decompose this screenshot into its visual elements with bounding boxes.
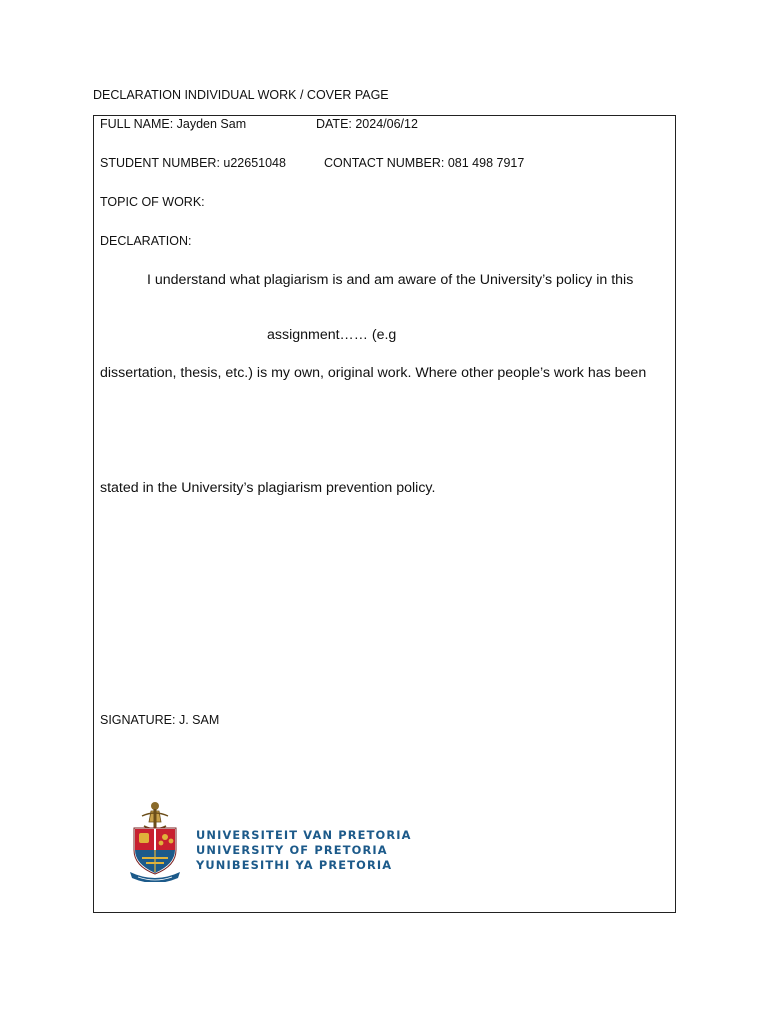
declaration-line-2: assignment…… (e.g (267, 327, 397, 343)
full-name-field: FULL NAME: Jayden Sam (100, 117, 247, 131)
contact-number-field: CONTACT NUMBER: 081 498 7917 (324, 156, 525, 170)
university-name-sepedi: YUNIBESITHI YA PRETORIA (196, 858, 393, 872)
declaration-line-4: stated in the University’s plagiarism prevention policy. (100, 480, 436, 496)
student-number-field: STUDENT NUMBER: u22651048 (100, 156, 286, 170)
declaration-label: DECLARATION: (100, 234, 192, 248)
signature-field: SIGNATURE: J. SAM (100, 713, 220, 727)
university-name-afrikaans: UNIVERSITEIT VAN PRETORIA (196, 828, 412, 842)
university-logo (128, 800, 412, 882)
page-title: DECLARATION INDIVIDUAL WORK / COVER PAGE (93, 88, 389, 102)
declaration-line-1: I understand what plagiarism is and am aware of the University’s policy in this (147, 272, 634, 288)
topic-of-work-field: TOPIC OF WORK: (100, 195, 205, 209)
date-field: DATE: 2024/06/12 (316, 117, 418, 131)
university-name (196, 828, 412, 873)
university-crest-icon (128, 800, 186, 882)
university-name-english: UNIVERSITY OF PRETORIA (196, 843, 388, 857)
declaration-line-3: dissertation, thesis, etc.) is my own, original work. Where other people’s work has been (100, 365, 647, 381)
